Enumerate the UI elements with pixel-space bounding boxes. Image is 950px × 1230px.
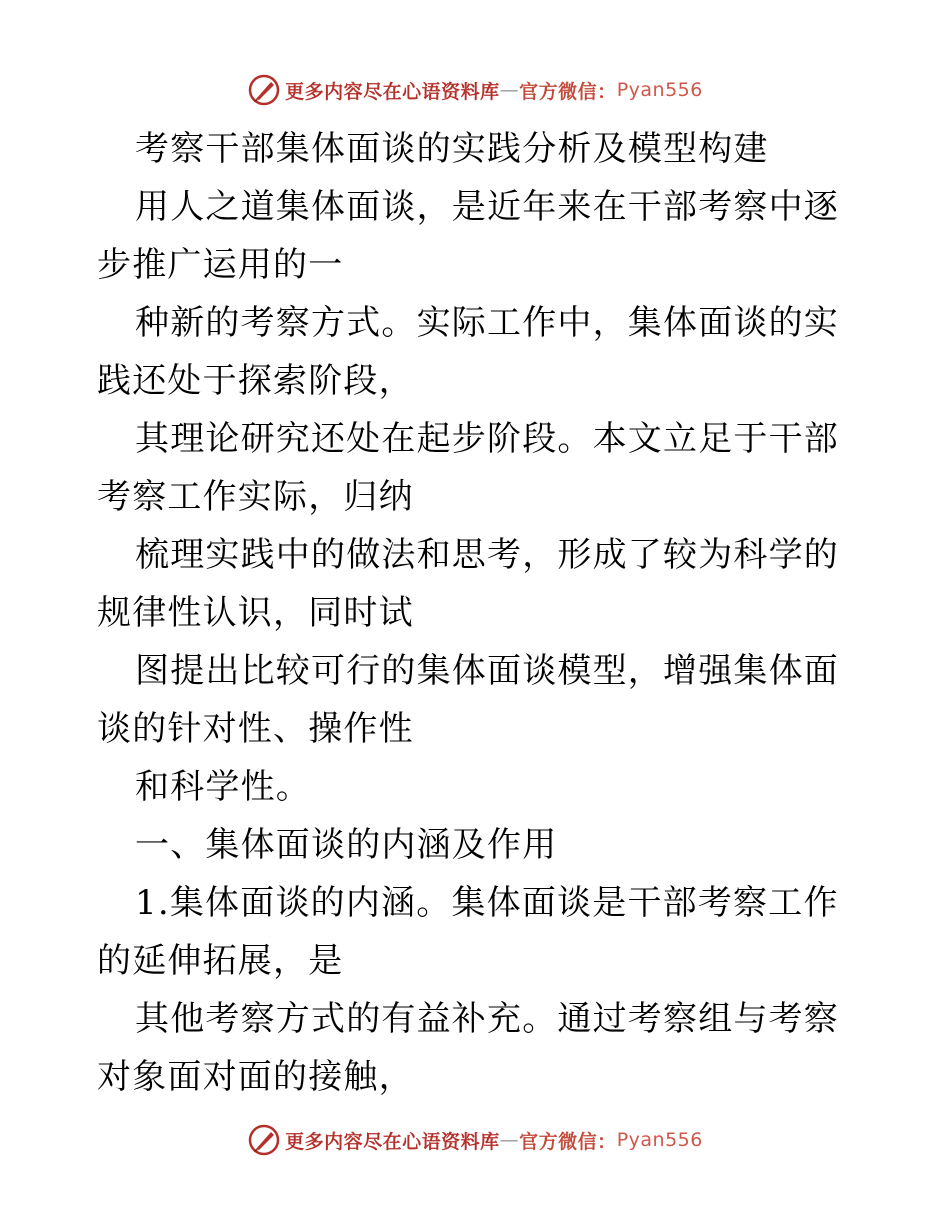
document-body xyxy=(97,120,853,1106)
paragraph-line: 种新的考察方式。实际工作中，集体面谈的实践还处于探索阶段， xyxy=(97,303,839,401)
watermark-wechat-label: 官方微信： xyxy=(519,80,617,103)
footer-watermark xyxy=(0,1122,950,1158)
watermark-brand-text: 更多内容尽在心语资料库 xyxy=(285,80,500,103)
header-watermark xyxy=(0,72,950,108)
document-title: 考察干部集体面谈的实践分析及模型构建 xyxy=(135,129,769,169)
quill-pen-logo-icon xyxy=(247,73,281,107)
quill-pen-logo-icon xyxy=(247,1123,281,1157)
section-heading: 一、集体面谈的内涵及作用 xyxy=(135,825,558,865)
watermark-separator: — xyxy=(499,1129,520,1151)
paragraph-line: 其他考察方式的有益补充。通过考察组与考察对象面对面的接触， xyxy=(97,999,839,1097)
paragraph-line: 图提出比较可行的集体面谈模型，增强集体面谈的针对性、操作性 xyxy=(97,651,839,749)
watermark-wechat-id: Pyan556 xyxy=(616,79,703,101)
paragraph-line: 其理论研究还处在起步阶段。本文立足于干部考察工作实际，归纳 xyxy=(97,419,839,517)
paragraph-line: 和科学性。 xyxy=(135,767,311,807)
watermark-separator: — xyxy=(499,79,520,101)
paragraph-line: 用人之道集体面谈，是近年来在干部考察中逐步推广运用的一 xyxy=(97,187,839,285)
paragraph-line: 1.集体面谈的内涵。集体面谈是干部考察工作的延伸拓展，是 xyxy=(97,883,839,981)
paragraph-line: 梳理实践中的做法和思考，形成了较为科学的规律性认识，同时试 xyxy=(97,535,839,633)
watermark-wechat-label: 官方微信： xyxy=(519,1130,617,1153)
watermark-brand-text: 更多内容尽在心语资料库 xyxy=(285,1130,500,1153)
watermark-wechat-id: Pyan556 xyxy=(616,1129,703,1151)
